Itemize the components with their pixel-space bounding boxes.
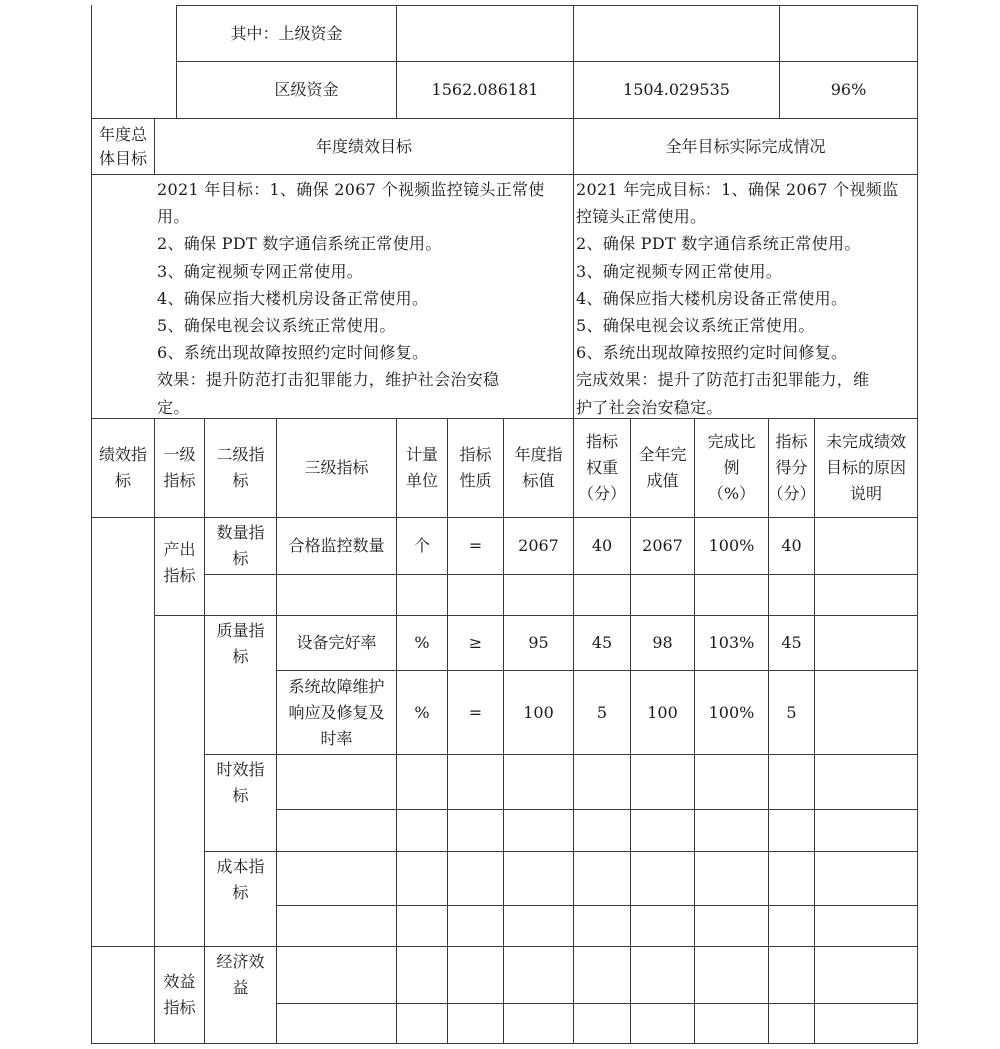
district-actual-value xyxy=(574,62,779,118)
header-text: 指标 xyxy=(585,432,618,451)
header-text: （%） xyxy=(707,484,756,503)
actual-line: 完成效果：提升了防范打击犯罪能力，维 xyxy=(576,370,870,390)
annual-actual-column-header xyxy=(574,119,917,174)
cell-text: 响应及修复及 xyxy=(288,702,385,722)
indicator-weight xyxy=(574,671,630,754)
cell-text: % xyxy=(414,633,430,652)
indicator-actual xyxy=(631,671,694,754)
header-text: 二级指 xyxy=(216,445,265,464)
header-text: 指标 xyxy=(775,432,808,451)
cell-text: 45 xyxy=(591,633,613,652)
subgroup-cost xyxy=(205,852,276,908)
header-text: 计量 xyxy=(405,445,438,464)
group-benefit xyxy=(155,965,204,1025)
cell-text: ≥ xyxy=(468,633,483,652)
cell-text: 98 xyxy=(652,633,673,652)
group-text: 时效指 xyxy=(216,760,265,779)
indicator-score xyxy=(769,671,814,754)
district-budget-text: 1562.086181 xyxy=(431,80,539,99)
header-target xyxy=(504,419,573,517)
district-funding-label xyxy=(217,62,396,118)
goal-line: 5、确保电视会议系统正常使用。 xyxy=(157,316,396,336)
group-text: 标 xyxy=(232,786,249,805)
header-perf-indicator xyxy=(92,419,154,517)
cell-text: 2067 xyxy=(642,536,683,555)
annual-goal-label-line2: 体目标 xyxy=(98,148,147,168)
actual-line: 5、确保电视会议系统正常使用。 xyxy=(576,316,815,336)
indicator-nature xyxy=(448,518,503,574)
header-level2 xyxy=(205,419,276,517)
cell-text: 100 xyxy=(647,702,678,722)
header-text: 得分 xyxy=(775,458,808,477)
indicator-ratio xyxy=(695,616,768,670)
goal-line: 定。 xyxy=(157,397,190,417)
annual-actual-col-text: 全年目标实际完成情况 xyxy=(665,136,826,156)
actual-line: 6、系统出现故障按照约定时间修复。 xyxy=(576,343,848,363)
group-text: 经济效 xyxy=(216,952,265,971)
cell-text: 100 xyxy=(523,702,554,722)
header-text: 三级指标 xyxy=(304,458,369,477)
goal-line: 6、系统出现故障按照约定时间修复。 xyxy=(157,343,429,363)
group-text: 指标 xyxy=(163,998,196,1017)
header-text: 一级 xyxy=(163,445,196,464)
cell-text: 95 xyxy=(528,633,549,652)
group-text: 成本指 xyxy=(216,857,265,876)
indicator-unit xyxy=(397,671,447,754)
header-text: 未完成绩效 xyxy=(825,432,906,451)
indicator-score xyxy=(769,518,814,574)
header-nature xyxy=(448,419,503,517)
header-text: 说明 xyxy=(849,484,882,503)
header-text: 指标 xyxy=(163,471,196,490)
actual-line: 护了社会治安稳定。 xyxy=(576,397,723,417)
indicator-ratio xyxy=(695,518,768,574)
cell-text: 时率 xyxy=(320,728,353,748)
group-text: 标 xyxy=(232,549,249,568)
annual-goal-text xyxy=(157,176,571,421)
indicator-score xyxy=(769,616,814,670)
cell-text: 系统故障维护 xyxy=(288,676,385,696)
group-text: 标 xyxy=(232,647,249,666)
goal-line: 用。 xyxy=(157,207,190,227)
indicator-ratio xyxy=(695,671,768,754)
indicator-name xyxy=(277,518,396,574)
cell-text: 40 xyxy=(781,536,802,555)
group-output xyxy=(155,528,204,598)
group-text: 质量指 xyxy=(216,621,265,640)
subgroup-quality xyxy=(205,616,276,672)
group-text: 数量指 xyxy=(216,523,265,542)
subgroup-quantity xyxy=(205,518,276,574)
indicator-target xyxy=(504,518,573,574)
actual-line: 3、确定视频专网正常使用。 xyxy=(576,261,783,281)
header-text: 标 xyxy=(232,471,249,490)
header-weight xyxy=(574,419,630,517)
header-text: 目标的原因 xyxy=(825,458,906,477)
header-text: 例 xyxy=(723,458,740,477)
cell-text: 100% xyxy=(708,536,755,555)
header-text: 标值 xyxy=(522,471,555,490)
indicator-weight xyxy=(574,616,630,670)
header-level3 xyxy=(277,419,396,517)
annual-actual-text xyxy=(576,176,916,421)
annual-goal-col-text: 年度绩效目标 xyxy=(315,136,412,156)
indicator-target xyxy=(504,616,573,670)
header-actual xyxy=(631,419,694,517)
annual-goal-label-line1: 年度总 xyxy=(98,124,147,144)
group-text: 产出 xyxy=(163,540,196,559)
district-rate-text: 96% xyxy=(830,80,867,99)
header-level1 xyxy=(155,419,204,517)
actual-line: 控镜头正常使用。 xyxy=(576,207,707,227)
cell-text: % xyxy=(414,702,430,722)
goal-line: 3、确定视频专网正常使用。 xyxy=(157,261,364,281)
header-text: 全年完 xyxy=(638,445,687,464)
cell-text: 40 xyxy=(591,536,613,555)
cell-text: 5 xyxy=(596,702,608,722)
cell-text: 5 xyxy=(786,702,797,722)
actual-line: 2、确保 PDT 数字通信系统正常使用。 xyxy=(576,234,861,254)
header-score xyxy=(769,419,814,517)
header-text: 成值 xyxy=(646,471,679,490)
indicator-actual xyxy=(631,616,694,670)
district-rate-value xyxy=(780,62,917,118)
cell-text: 45 xyxy=(781,633,802,652)
group-text: 效益 xyxy=(163,972,196,991)
indicator-name xyxy=(277,671,396,754)
district-funding-text: 区级资金 xyxy=(274,80,339,99)
annual-goal-row-label xyxy=(92,119,154,174)
goal-line: 4、确保应指大楼机房设备正常使用。 xyxy=(157,288,429,308)
indicator-name xyxy=(277,616,396,670)
header-text: 指标 xyxy=(459,445,492,464)
upper-funding-text: 其中：上级资金 xyxy=(230,23,343,43)
goal-line: 效果：提升防范打击犯罪能力，维护社会治安稳 xyxy=(157,370,500,390)
cell-text: 2067 xyxy=(518,536,559,555)
actual-line: 2021 年完成目标：1、确保 2067 个视频监 xyxy=(576,180,899,199)
cell-text: 个 xyxy=(413,536,430,555)
subgroup-economic xyxy=(205,947,276,1003)
group-text: 益 xyxy=(232,978,249,997)
indicator-unit xyxy=(397,616,447,670)
cell-text: = xyxy=(468,536,483,555)
subgroup-timeliness xyxy=(205,755,276,811)
header-text: （分） xyxy=(577,484,626,503)
header-text: （分） xyxy=(767,484,816,503)
indicator-weight xyxy=(574,518,630,574)
goal-line: 2、确保 PDT 数字通信系统正常使用。 xyxy=(157,234,442,254)
header-text: 单位 xyxy=(405,471,438,490)
cell-text: 合格监控数量 xyxy=(288,536,385,555)
indicator-nature xyxy=(448,671,503,754)
group-text: 标 xyxy=(232,883,249,902)
indicator-actual xyxy=(631,518,694,574)
header-unit xyxy=(397,419,447,517)
header-text: 完成比 xyxy=(707,432,756,451)
group-text: 指标 xyxy=(163,566,196,585)
upper-funding-label xyxy=(177,6,396,61)
cell-text: 103% xyxy=(708,633,755,652)
indicator-unit xyxy=(397,518,447,574)
header-reason xyxy=(815,419,917,517)
header-text: 性质 xyxy=(459,471,492,490)
district-budget-value xyxy=(397,62,573,118)
cell-text: = xyxy=(468,702,483,722)
indicator-target xyxy=(504,671,573,754)
cell-text: 100% xyxy=(708,702,755,722)
header-ratio xyxy=(695,419,768,517)
annual-goal-column-header xyxy=(155,119,573,174)
header-text: 权重 xyxy=(585,458,618,477)
cell-text: 设备完好率 xyxy=(296,633,377,652)
actual-line: 4、确保应指大楼机房设备正常使用。 xyxy=(576,288,848,308)
header-text: 标 xyxy=(114,471,131,490)
indicator-nature xyxy=(448,616,503,670)
header-text: 绩效指 xyxy=(98,445,147,464)
goal-line: 2021 年目标：1、确保 2067 个视频监控镜头正常使 xyxy=(157,180,545,199)
header-text: 年度指 xyxy=(514,445,563,464)
district-actual-text: 1504.029535 xyxy=(623,80,730,99)
